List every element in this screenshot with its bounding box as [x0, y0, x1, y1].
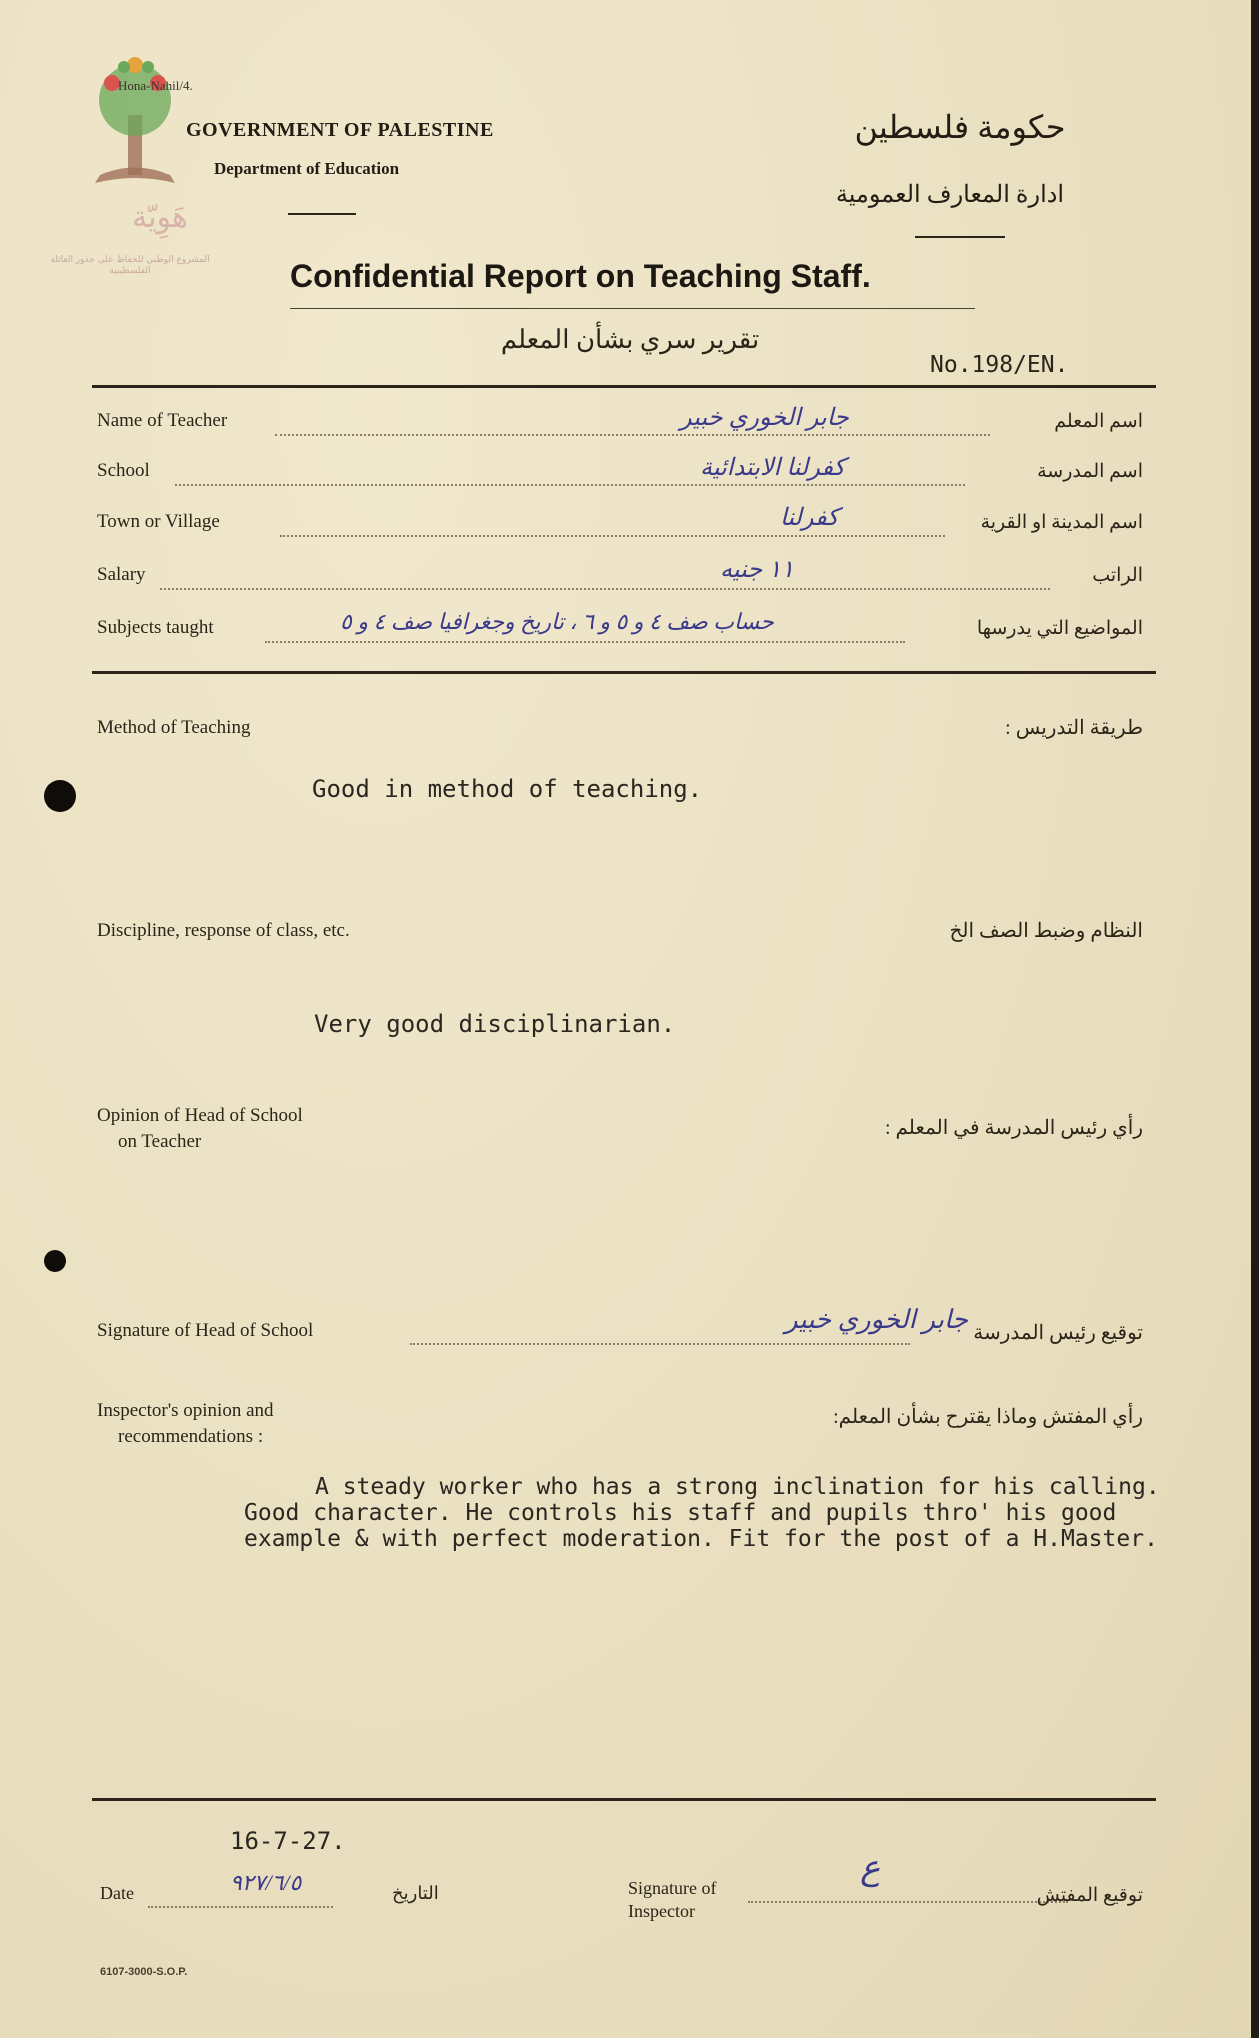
ornament-divider: [288, 213, 356, 215]
discipline-label-ar: النظام وضبط الصف الخ: [949, 920, 1143, 942]
head-signature-label-ar: توقيع رئيس المدرسة: [973, 1322, 1143, 1344]
field-label-town: Town or Village: [97, 511, 220, 532]
government-heading: GOVERNMENT OF PALESTINE: [186, 119, 494, 141]
report-title: Confidential Report on Teaching Staff.: [290, 258, 871, 294]
field-label-salary-ar: الراتب: [1092, 565, 1143, 586]
inspector-opinion-label: Inspector's opinion and: [97, 1400, 274, 1421]
signature-line: [410, 1342, 910, 1345]
inspector-opinion-label-2: recommendations :: [118, 1426, 264, 1447]
field-label-subjects: Subjects taught: [97, 617, 214, 638]
discipline-label: Discipline, response of class, etc.: [97, 920, 350, 941]
print-code: 6107-3000-S.O.P.: [100, 1966, 188, 1978]
field-value-school: كفرلنا الابتدائية: [700, 455, 846, 481]
inspector-signature-line: [748, 1900, 1068, 1903]
method-label: Method of Teaching: [97, 717, 251, 738]
field-label-salary: Salary: [97, 564, 146, 585]
government-heading-ar: حكومة فلسطين: [854, 109, 1066, 145]
date-typed: 16-7-27.: [230, 1827, 346, 1855]
date-handwritten: ٩٢٧/٦/٥: [230, 1870, 302, 1895]
inspector-opinion-label-ar: رأي المفتش وماذا يقترح بشأن المعلم:: [833, 1406, 1143, 1428]
inspector-signature-value: ع: [860, 1850, 881, 1887]
field-value-teacher: جابر الخوري خبير: [680, 405, 849, 431]
footer-rule: [92, 1798, 1156, 1801]
page-edge-shadow: [1251, 0, 1259, 2038]
punch-hole: [44, 1250, 66, 1272]
field-line: [275, 433, 990, 436]
logo-caption: المشروع الوطني للحفاظ على جذور العائلة الفلسطينية: [50, 255, 210, 276]
report-title-ar: تقرير سري بشأن المعلم: [500, 325, 760, 354]
field-label-town-ar: اسم المدينة او القرية: [980, 512, 1143, 533]
field-line: [280, 534, 945, 537]
head-signature-label: Signature of Head of School: [97, 1320, 314, 1341]
discipline-text: Very good disciplinarian.: [314, 1010, 676, 1038]
department-heading: Department of Education: [214, 159, 400, 178]
top-rule: [92, 385, 1156, 388]
inspector-text-line: Good character. He controls his staff and pupils thro' his good: [244, 1500, 1117, 1526]
field-value-subjects: حساب صف ٤ و ٥ و ٦ ، تاريخ وجغرافيا صف ٤ و ٥: [340, 609, 774, 634]
title-underline: [290, 308, 975, 309]
head-opinion-label-ar: رأي رئيس المدرسة في المعلم :: [884, 1117, 1143, 1139]
field-line: [265, 640, 905, 643]
inspector-text-line: example & with perfect moderation. Fit for the post of a H.Master.: [244, 1526, 1158, 1552]
field-value-salary: ١١ جنيه: [720, 557, 794, 583]
inspector-text-line: A steady worker who has a strong inclination for his calling.: [315, 1474, 1160, 1500]
field-line: [175, 483, 965, 486]
method-text: Good in method of teaching.: [312, 775, 703, 803]
field-line: [160, 587, 1050, 590]
date-label-ar: التاريخ: [392, 1883, 439, 1903]
inspector-signature-label-2: Inspector: [628, 1901, 695, 1921]
head-signature-value: جابر الخوري خبير: [785, 1305, 968, 1334]
fields-bottom-rule: [92, 671, 1156, 674]
head-opinion-label-2: on Teacher: [118, 1131, 202, 1152]
inspector-signature-label-ar: توقيع المفتش: [1036, 1885, 1143, 1906]
field-label-teacher: Name of Teacher: [97, 410, 228, 431]
logo-wordmark: هَوِيّة: [132, 201, 188, 234]
inspector-signature-label: Signature of: [628, 1878, 717, 1898]
field-label-subjects-ar: المواضيع التي يدرسها: [976, 618, 1143, 639]
field-label-teacher-ar: اسم المعلم: [1054, 411, 1143, 432]
punch-hole: [44, 780, 76, 812]
date-line: [148, 1905, 333, 1908]
ornament-divider-ar: [915, 236, 1005, 238]
department-heading-ar: ادارة المعارف العمومية: [835, 182, 1065, 208]
field-value-town: كفرلنا: [780, 505, 839, 531]
field-label-school-ar: اسم المدرسة: [1037, 461, 1143, 482]
field-label-school: School: [97, 460, 150, 481]
head-opinion-label: Opinion of Head of School: [97, 1105, 303, 1126]
logo-note: Hona-Nahil/4.: [118, 78, 193, 93]
date-label: Date: [100, 1883, 134, 1903]
reference-number: No.198/EN.: [930, 352, 1069, 378]
method-label-ar: طريقة التدريس :: [1005, 717, 1143, 739]
